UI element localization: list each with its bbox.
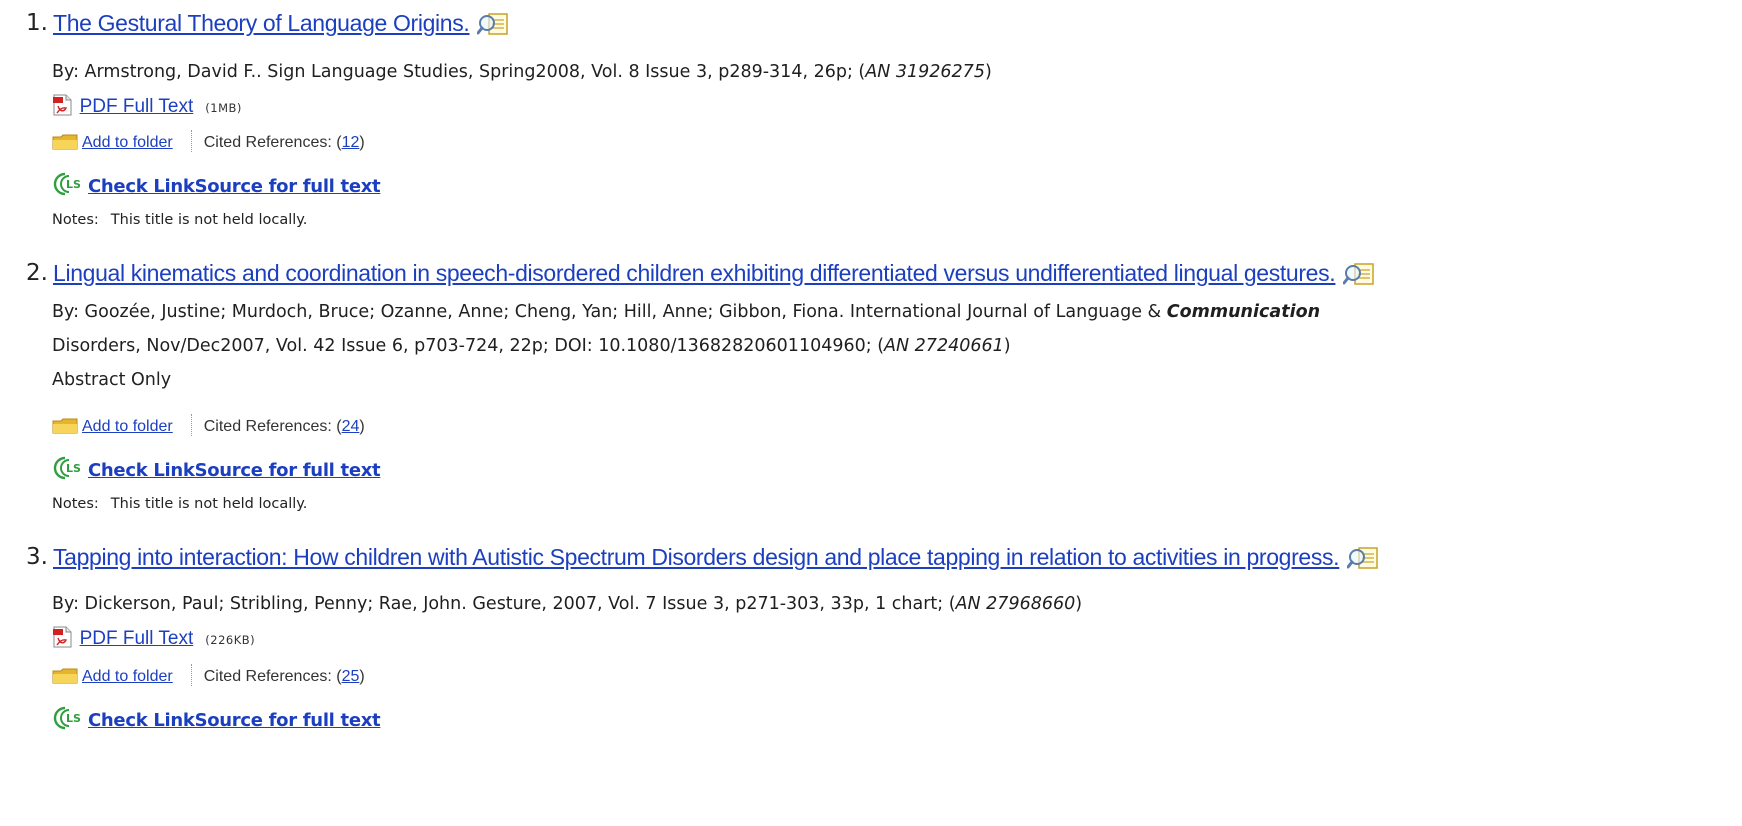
result-number: 3.: [26, 544, 48, 570]
folder-icon[interactable]: [52, 418, 78, 434]
check-linksource-link[interactable]: Check LinkSource for full text: [88, 710, 381, 731]
result-title-container: [53, 544, 1381, 571]
folder-row: [52, 664, 365, 686]
accession-number: AN 27240661: [884, 336, 1004, 356]
folder-row: [52, 130, 365, 152]
cited-close: ): [359, 418, 365, 435]
result-title-link[interactable]: The Gestural Theory of Language Origins.: [53, 10, 470, 36]
byline-keyword: Communication: [1166, 302, 1321, 322]
cited-references-label: Cited References: (: [203, 134, 342, 151]
check-linksource-link[interactable]: Check LinkSource for full text: [88, 176, 381, 197]
result-byline-line-1: [52, 302, 1320, 322]
linksource-icon[interactable]: [52, 172, 82, 196]
result-number: 2.: [26, 260, 48, 286]
linksource-icon[interactable]: [52, 706, 82, 730]
result-byline-line-2: [52, 336, 1011, 356]
svg-text:LS: LS: [66, 712, 81, 725]
notes-text: This title is not held locally.: [110, 496, 308, 512]
result-byline: [52, 62, 992, 82]
svg-text:LS: LS: [66, 462, 81, 475]
result-title-container: [53, 260, 1377, 287]
byline-close: ): [984, 62, 992, 82]
linksource-row: [52, 172, 380, 197]
folder-row: [52, 414, 365, 436]
cited-references-count-link[interactable]: 24: [341, 418, 360, 435]
preview-icon[interactable]: [1343, 261, 1377, 287]
result-number: 1.: [26, 10, 48, 36]
linksource-icon[interactable]: [52, 456, 82, 480]
byline-close: ): [1075, 594, 1083, 614]
abstract-only-label: Abstract Only: [52, 370, 172, 390]
accession-number: AN 31926275: [865, 62, 985, 82]
preview-icon[interactable]: [477, 11, 511, 37]
folder-icon[interactable]: [52, 668, 78, 684]
result-title-link[interactable]: Tapping into interaction: How children with Autistic Spectrum Disorders design and place tapping in relation to activities in progress.: [53, 544, 1340, 570]
divider: [191, 414, 192, 436]
pdf-icon[interactable]: [52, 626, 72, 648]
pdf-size: (1MB): [205, 101, 242, 115]
cited-references-count-link[interactable]: 25: [341, 668, 360, 685]
preview-icon[interactable]: [1347, 545, 1381, 571]
pdf-icon[interactable]: [52, 94, 72, 116]
result-byline: [52, 594, 1082, 614]
linksource-row: [52, 456, 380, 481]
notes-row: [52, 212, 307, 228]
byline-text: By: Dickerson, Paul; Stribling, Penny; Rae, John. Gesture, 2007, Vol. 7 Issue 3, p271-303, 33p, 1 chart; (: [52, 594, 956, 614]
pdf-row: [52, 626, 255, 650]
divider: [191, 664, 192, 686]
check-linksource-link[interactable]: Check LinkSource for full text: [88, 460, 381, 481]
cited-close: ): [359, 134, 365, 151]
pdf-size: (226KB): [205, 633, 256, 647]
divider: [191, 130, 192, 152]
cited-close: ): [359, 668, 365, 685]
result-title-container: [53, 10, 511, 37]
cited-references-count-link[interactable]: 12: [341, 134, 360, 151]
folder-icon[interactable]: [52, 134, 78, 150]
accession-number: AN 27968660: [955, 594, 1076, 614]
add-to-folder-link[interactable]: Add to folder: [82, 668, 173, 685]
byline-text: By: Armstrong, David F.. Sign Language Studies, Spring2008, Vol. 8 Issue 3, p289-314, 26p; (: [52, 62, 866, 82]
pdf-row: [52, 94, 242, 118]
cited-references-label: Cited References: (: [203, 418, 342, 435]
add-to-folder-link[interactable]: Add to folder: [82, 418, 173, 435]
add-to-folder-link[interactable]: Add to folder: [82, 134, 173, 151]
byline-text: By: Goozée, Justine; Murdoch, Bruce; Ozanne, Anne; Cheng, Yan; Hill, Anne; Gibbon, Fiona. International Journal of Language &: [52, 302, 1167, 322]
pdf-full-text-link[interactable]: PDF Full Text: [79, 96, 194, 117]
notes-label: Notes:: [52, 212, 99, 228]
result-title-link[interactable]: Lingual kinematics and coordination in speech-disordered children exhibiting differentiated versus undifferentiated lingual gestures.: [53, 260, 1336, 286]
byline-text: Disorders, Nov/Dec2007, Vol. 42 Issue 6, p703-724, 22p; DOI: 10.1080/13682820601104960; (: [52, 336, 885, 356]
notes-label: Notes:: [52, 496, 99, 512]
notes-text: This title is not held locally.: [110, 212, 308, 228]
linksource-row: [52, 706, 380, 731]
byline-close: ): [1003, 336, 1011, 356]
notes-row: [52, 496, 307, 512]
svg-text:LS: LS: [66, 178, 81, 191]
pdf-full-text-link[interactable]: PDF Full Text: [79, 628, 194, 649]
cited-references-label: Cited References: (: [203, 668, 342, 685]
